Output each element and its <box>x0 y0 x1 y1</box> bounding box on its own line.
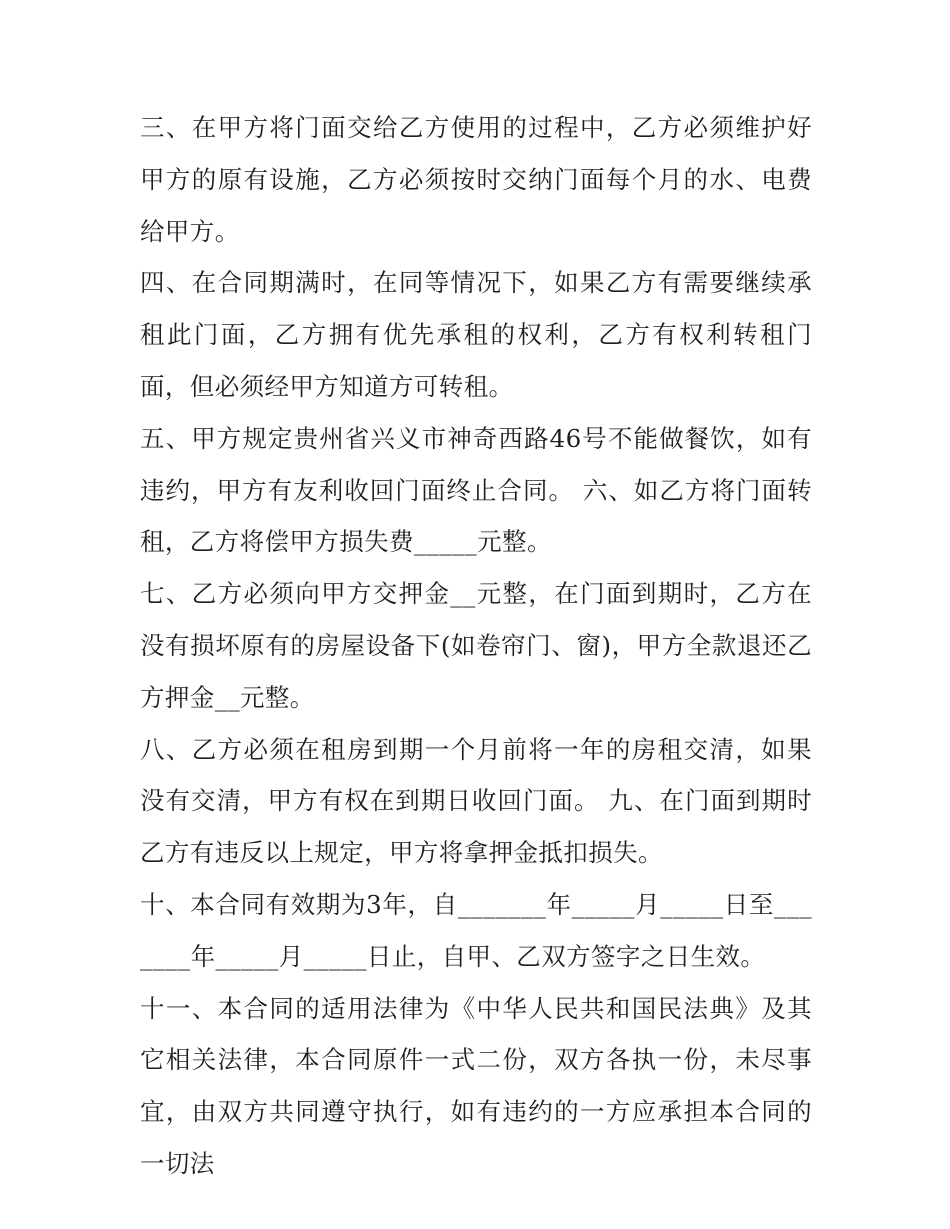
clause-10: 十、本合同有效期为3年，自_______年_____月_____日至_______年_____月_____日止，自甲、乙双方签字之日生效。 <box>140 889 812 971</box>
clause-3: 三、在甲方将门面交给乙方使用的过程中，乙方必须维护好甲方的原有设施，乙方必须按时交纳门面每个月的水、电费给甲方。 <box>140 113 812 246</box>
clause-7: 七、乙方必须向甲方交押金__元整，在门面到期时，乙方在没有损坏原有的房屋设备下(如卷帘门、窗)，甲方全款退还乙方押金__元整。 <box>140 579 812 712</box>
clause-5-6: 五、甲方规定贵州省兴义市神奇西路46号不能做餐饮，如有违约，甲方有友利收回门面终止合同。 六、如乙方将门面转租，乙方将偿甲方损失费_____元整。 <box>140 423 812 557</box>
clause-11: 十一、本合同的适用法律为《中华人民共和国民法典》及其它相关法律，本合同原件一式二份，双方各执一份，未尽事宜，由双方共同遵守执行，如有违约的一方应承担本合同的一切法 <box>140 993 812 1178</box>
contract-body <box>140 102 812 1190</box>
clause-4: 四、在合同期满时，在同等情况下，如果乙方有需要继续承租此门面，乙方拥有优先承租的权利，乙方有权利转租门面，但必须经甲方知道方可转租。 <box>140 268 812 401</box>
clause-8-9: 八、乙方必须在租房到期一个月前将一年的房租交清，如果没有交清，甲方有权在到期日收回门面。 九、在门面到期时乙方有违反以上规定，甲方将拿押金抵扣损失。 <box>140 734 812 868</box>
